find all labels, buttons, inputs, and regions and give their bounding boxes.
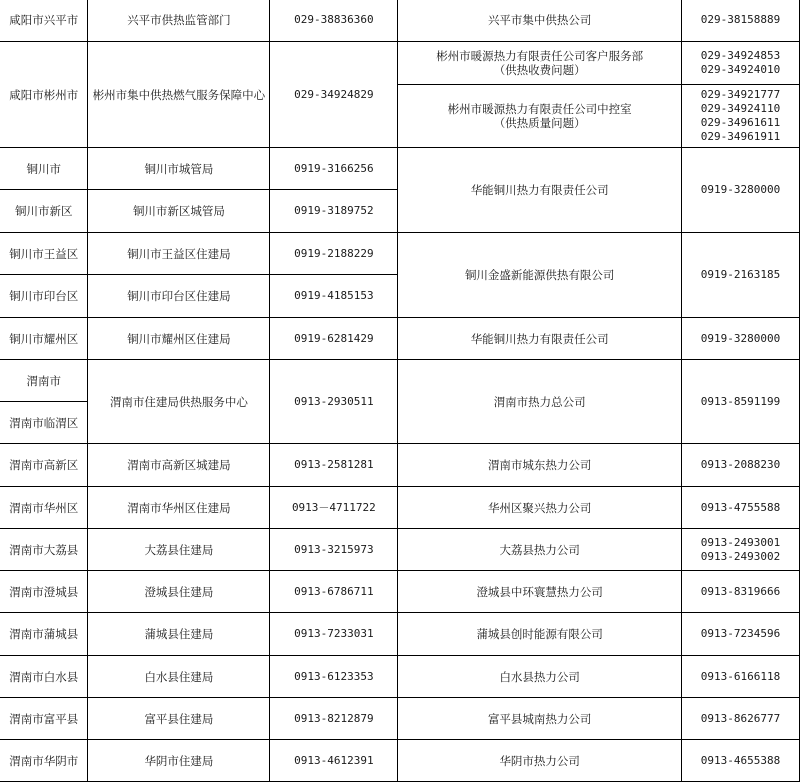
table-row: [0, 148, 800, 190]
region-cell: 渭南市华阴市: [0, 740, 88, 782]
company-cell: 华阴市热力公司: [398, 740, 682, 782]
company-phone-cell: 0919-2163185: [682, 233, 800, 318]
dept-cell: 富平县住建局: [88, 698, 270, 740]
table-row: [0, 444, 800, 487]
dept-phone-cell: 0913－4711722: [270, 487, 398, 529]
dept-phone-cell: 0913-2581281: [270, 444, 398, 487]
company-cell: 白水县热力公司: [398, 656, 682, 698]
region-cell: 渭南市: [0, 360, 88, 402]
dept-phone-cell: 0913-4612391: [270, 740, 398, 782]
company-phone-cell: 0913-6166118: [682, 656, 800, 698]
region-cell: 铜川市新区: [0, 190, 88, 233]
dept-phone-cell: 0913-2930511: [270, 360, 398, 444]
dept-phone-cell: 0913-8212879: [270, 698, 398, 740]
company-cell: 华能铜川热力有限责任公司: [398, 148, 682, 233]
dept-phone-cell: 029-34924829: [270, 42, 398, 148]
region-cell: 咸阳市兴平市: [0, 0, 88, 42]
dept-phone-cell: 0913-7233031: [270, 613, 398, 656]
dept-phone-cell: 0913-6786711: [270, 571, 398, 613]
company-phone-cell: 0913-8591199: [682, 360, 800, 444]
region-cell: 渭南市华州区: [0, 487, 88, 529]
company-phone-cell: 0913-4655388: [682, 740, 800, 782]
dept-cell: 渭南市住建局供热服务中心: [88, 360, 270, 444]
table-row: [0, 698, 800, 740]
company-phone: 029-34921777: [700, 88, 781, 101]
region-cell: 铜川市王益区: [0, 233, 88, 275]
dept-cell: 铜川市王益区住建局: [88, 233, 270, 275]
company-cell: 兴平市集中供热公司: [398, 0, 682, 42]
company-name: 彬州市暖源热力有限责任公司客户服务部: [436, 49, 644, 63]
table-row: [0, 487, 800, 529]
dept-phone-cell: 0919-3166256: [270, 148, 398, 190]
company-note: （供热质量问题）: [493, 116, 586, 130]
dept-cell: 彬州市集中供热燃气服务保障中心: [88, 42, 270, 148]
company-phone-cell: 0919-3280000: [682, 318, 800, 360]
company-cell: 澄城县中环寰慧热力公司: [398, 571, 682, 613]
table-row: [0, 529, 800, 571]
region-cell: 铜川市印台区: [0, 275, 88, 318]
dept-phone-cell: 029-38836360: [270, 0, 398, 42]
company-phone: 029-34924853: [700, 49, 781, 62]
company-phone-cell: 0913-8626777: [682, 698, 800, 740]
table-row: [0, 740, 800, 782]
dept-cell: 白水县住建局: [88, 656, 270, 698]
region-cell: 渭南市富平县: [0, 698, 88, 740]
table-row: [0, 571, 800, 613]
region-cell: 咸阳市彬州市: [0, 42, 88, 148]
dept-cell: 铜川市印台区住建局: [88, 275, 270, 318]
region-cell: 渭南市大荔县: [0, 529, 88, 571]
table-row: [0, 613, 800, 656]
dept-cell: 蒲城县住建局: [88, 613, 270, 656]
dept-cell: 华阴市住建局: [88, 740, 270, 782]
company-phone-cell: [682, 85, 800, 148]
company-cell: 华能铜川热力有限责任公司: [398, 318, 682, 360]
region-cell: 铜川市耀州区: [0, 318, 88, 360]
company-cell: 大荔县热力公司: [398, 529, 682, 571]
company-phone-cell: 0913-2088230: [682, 444, 800, 487]
company-cell: 铜川金盛新能源供热有限公司: [398, 233, 682, 318]
table-row: [0, 0, 800, 42]
dept-phone-cell: 0919-3189752: [270, 190, 398, 233]
company-cell: 富平县城南热力公司: [398, 698, 682, 740]
region-cell: 铜川市: [0, 148, 88, 190]
dept-phone-cell: 0919-4185153: [270, 275, 398, 318]
dept-cell: 澄城县住建局: [88, 571, 270, 613]
table-row: [0, 233, 800, 275]
company-phone-cell: 0913-8319666: [682, 571, 800, 613]
company-cell: 渭南市热力总公司: [398, 360, 682, 444]
company-phone-cell: 029-38158889: [682, 0, 800, 42]
table-row: [0, 318, 800, 360]
company-note: （供热收费问题）: [493, 63, 586, 77]
company-cell: 华州区聚兴热力公司: [398, 487, 682, 529]
company-phone: 029-34924110: [700, 102, 781, 115]
company-phone: 029-34924010: [700, 63, 781, 76]
company-cell: [398, 42, 682, 85]
dept-cell: 铜川市耀州区住建局: [88, 318, 270, 360]
company-cell: [398, 85, 682, 148]
table-row: [0, 360, 800, 402]
dept-cell: 铜川市城管局: [88, 148, 270, 190]
company-phone: 0913-2493002: [700, 549, 781, 563]
company-name: 彬州市暖源热力有限责任公司中控室: [447, 102, 632, 116]
dept-phone-cell: 0919-2188229: [270, 233, 398, 275]
company-phone-cell: [682, 529, 800, 571]
dept-phone-cell: 0913-3215973: [270, 529, 398, 571]
dept-cell: 大荔县住建局: [88, 529, 270, 571]
region-cell: 渭南市白水县: [0, 656, 88, 698]
region-cell: 渭南市蒲城县: [0, 613, 88, 656]
company-cell: 渭南市城东热力公司: [398, 444, 682, 487]
region-cell: 渭南市高新区: [0, 444, 88, 487]
company-phone: 029-34961911: [700, 130, 781, 143]
dept-cell: 渭南市华州区住建局: [88, 487, 270, 529]
table-row: [0, 656, 800, 698]
company-phone-cell: [682, 42, 800, 85]
company-phone-cell: 0913-4755588: [682, 487, 800, 529]
table-row: [0, 42, 800, 85]
company-phone: 0913-2493001: [700, 535, 781, 549]
dept-phone-cell: 0919-6281429: [270, 318, 398, 360]
region-cell: 渭南市澄城县: [0, 571, 88, 613]
dept-phone-cell: 0913-6123353: [270, 656, 398, 698]
company-phone: 029-34961611: [700, 116, 781, 129]
region-cell: 渭南市临渭区: [0, 402, 88, 444]
dept-cell: 兴平市供热监管部门: [88, 0, 270, 42]
company-phone-cell: 0913-7234596: [682, 613, 800, 656]
dept-cell: 铜川市新区城管局: [88, 190, 270, 233]
company-phone-cell: 0919-3280000: [682, 148, 800, 233]
company-cell: 蒲城县创时能源有限公司: [398, 613, 682, 656]
dept-cell: 渭南市高新区城建局: [88, 444, 270, 487]
